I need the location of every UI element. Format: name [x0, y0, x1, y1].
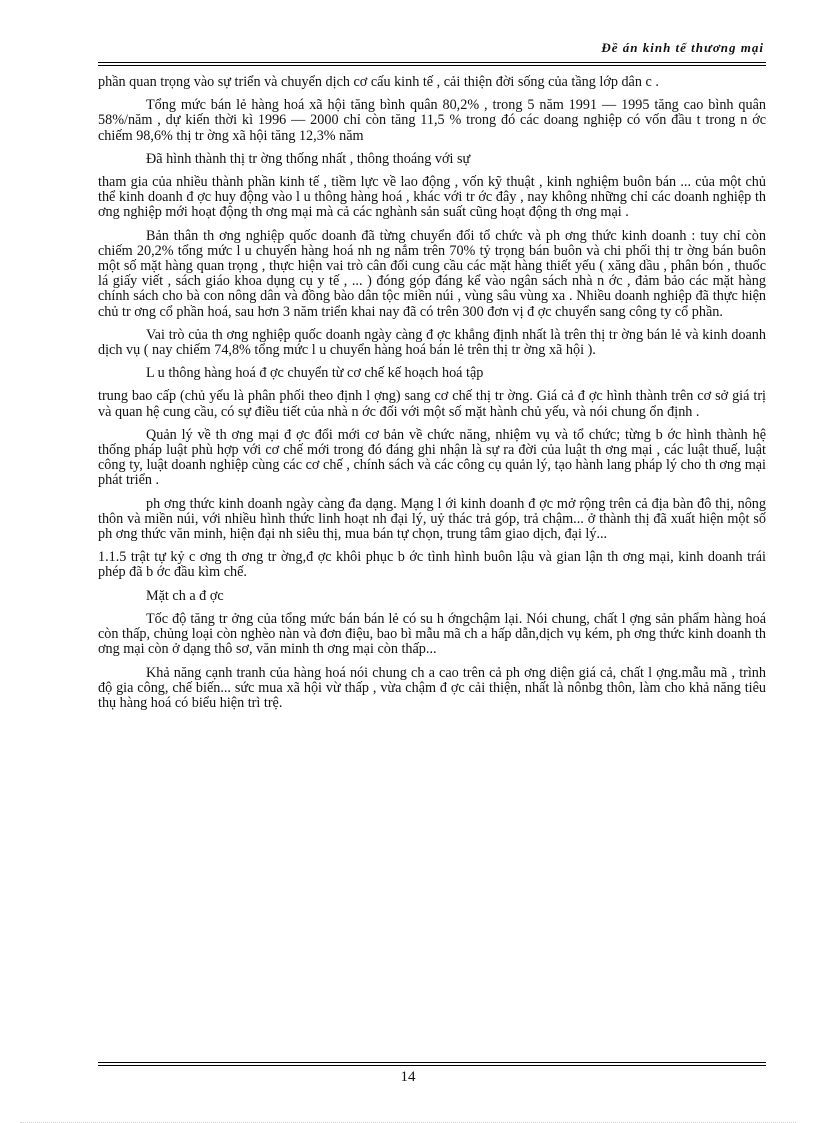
paragraph: Quản lý về th ơng mại đ ợc đổi mới cơ bản về chức năng, nhiệm vụ và tổ chức; từng b ớc hình thành hệ thống pháp luật phù hợp với cơ chế mới trong đó đáng ghi nhận là sự ra đời của luật th ơng mại , các luật thuế, luật công ty, luật doanh nghiệp cùng các cơ chế , chính sách và các công cụ quản lý, tạo hành lang pháp lý cho th ơng mại phát triển . — [98, 426, 766, 489]
paragraph: tham gia của nhiều thành phần kinh tế , tiềm lực về lao động , vốn kỹ thuật , kinh nghiệm buôn bán ... của một chủ thể kinh doanh đ ợc huy động vào l u thông hàng hoá , khác với tr ớc đây , nay không những chỉ các doanh nghiệp th ơng nghiệp mới hoạt động th ơng mại mà cả các nghành sản suất cũng hoạt động th ơng mại . — [98, 174, 766, 221]
header-rule-secondary — [98, 65, 766, 66]
running-header: Đề án kinh tế thương mại — [601, 40, 764, 55]
paragraph: phần quan trọng vào sự triển và chuyển dịch cơ cấu kinh tế , cải thiện đời sống của tầng lớp dân c . — [98, 74, 659, 90]
page-body — [98, 75, 766, 719]
paragraph: Đã hình thành thị tr ờng thống nhất , thông thoáng với sự — [146, 150, 471, 167]
paragraph: Khả năng cạnh tranh của hàng hoá nói chung ch a cao trên cả ph ơng diện giá cả, chất l ợng.mẫu mã , trình độ gia công, chế biến... sức mua xã hội vừ thấp , vừa chậm đ ợc cải thiện, nhất là nônbg thôn, làm cho khả năng tiêu thụ hàng hoá có biểu hiện trì trệ. — [98, 664, 766, 711]
footer-rule-secondary — [98, 1065, 766, 1066]
paragraph: Tốc độ tăng tr ởng của tổng mức bán bán lẻ có su h ớngchậm lại. Nói chung, chất l ợng sản phẩm hàng hoá còn thấp, chủng loại còn nghèo nàn và đơn điệu, bao bì mẫu mã ch a hấp dẫn,dịch vụ kém, ph ơng thức kinh doanh th ơng mại còn ở dạng thô sơ, văn minh th ơng mại còn thấp... — [98, 610, 766, 658]
paragraph: Bản thân th ơng nghiệp quốc doanh đã từng chuyển đổi tổ chức và ph ơng thức kinh doanh : tuy chỉ còn chiếm 20,2% tổng mức l u chuyển hàng hoá nh ng nắm trên 70% tỷ trọng bán buôn và chi phối thị tr ờng bán buôn một số mặt hàng quan trọng , thực hiện vai trò cân đối cung cầu các mặt hàng thiết yếu ( xăng dầu , phân bón , thuốc lá giấy viết , sách giáo khoa dụng cụ y tế , ... ) đóng góp đáng kể vào ngân sách nhà n ớc , đảm bảo các mặt hàng chính sách cho bà con nông dân và đồng bào dân tộc miền núi , vùng sâu vùng xa . Nhiều doanh nghiệp đã thực hiện chủ tr ơng cổ phần hoá, sau hơn 3 năm triển khai nay đã có trên 300 đơn vị đ ợc chuyển sang công ty cổ phần. — [98, 227, 766, 320]
footer-rule — [98, 1062, 766, 1063]
header-rule — [98, 62, 766, 63]
paragraph: Tổng mức bán lẻ hàng hoá xã hội tăng bình quân 80,2% , trong 5 năm 1991 — 1995 tăng cao bình quân 58%/năm , dự kiến thời kì 1996 — 2000 chỉ còn tăng 11,5 % trong đó các doang nghiệp có vốn đầu t trong n ớc chiếm 98,6% thị tr ờng xã hội tăng 12,3% năm — [98, 97, 766, 144]
paragraph: L u thông hàng hoá đ ợc chuyển từ cơ chế kế hoạch hoá tập — [146, 365, 484, 382]
paragraph: ph ơng thức kinh doanh ngày càng đa dạng. Mạng l ới kinh doanh đ ợc mở rộng trên cả địa bàn đô thị, nông thôn và miền núi, với nhiều hình thức linh hoạt nh đại lý, uỷ thác trả góp, trả chậm... ở thành thị đã xuất hiện một số ph ơng thức văn minh, hiện đại nh siêu thị, mua bán tự chọn, trung tâm giao dịch, đại lý... — [98, 495, 766, 543]
paragraph: Vai trò của th ơng nghiệp quốc doanh ngày càng đ ợc khẳng định nhất là trên thị tr ờng bán lẻ và kinh doanh dịch vụ ( nay chiếm 74,8% tổng mức l u chuyển hàng hoá bán lẻ trên thị tr ờng xã hội ). — [98, 326, 766, 359]
section-item: 1.1.5 trật tự kỷ c ơng th ơng tr ờng,đ ợc khôi phục b ớc tình hình buôn lậu và gian lận th ơng mại, kinh doanh trái phép đã b ớc đầu kìm chế. — [98, 549, 766, 581]
subheading: Mặt ch a đ ợc — [146, 587, 224, 604]
paragraph: trung bao cấp (chủ yếu là phân phối theo định l ợng) sang cơ chế thị tr ờng. Giá cả đ ợc hình thành trên cơ sở giá trị và quan hệ cung cầu, có sự điều tiết của nhà n ớc đối với một số mặt hành chủ yếu, và nói chung ổn định . — [98, 388, 766, 420]
page-number: 14 — [400, 1069, 416, 1085]
